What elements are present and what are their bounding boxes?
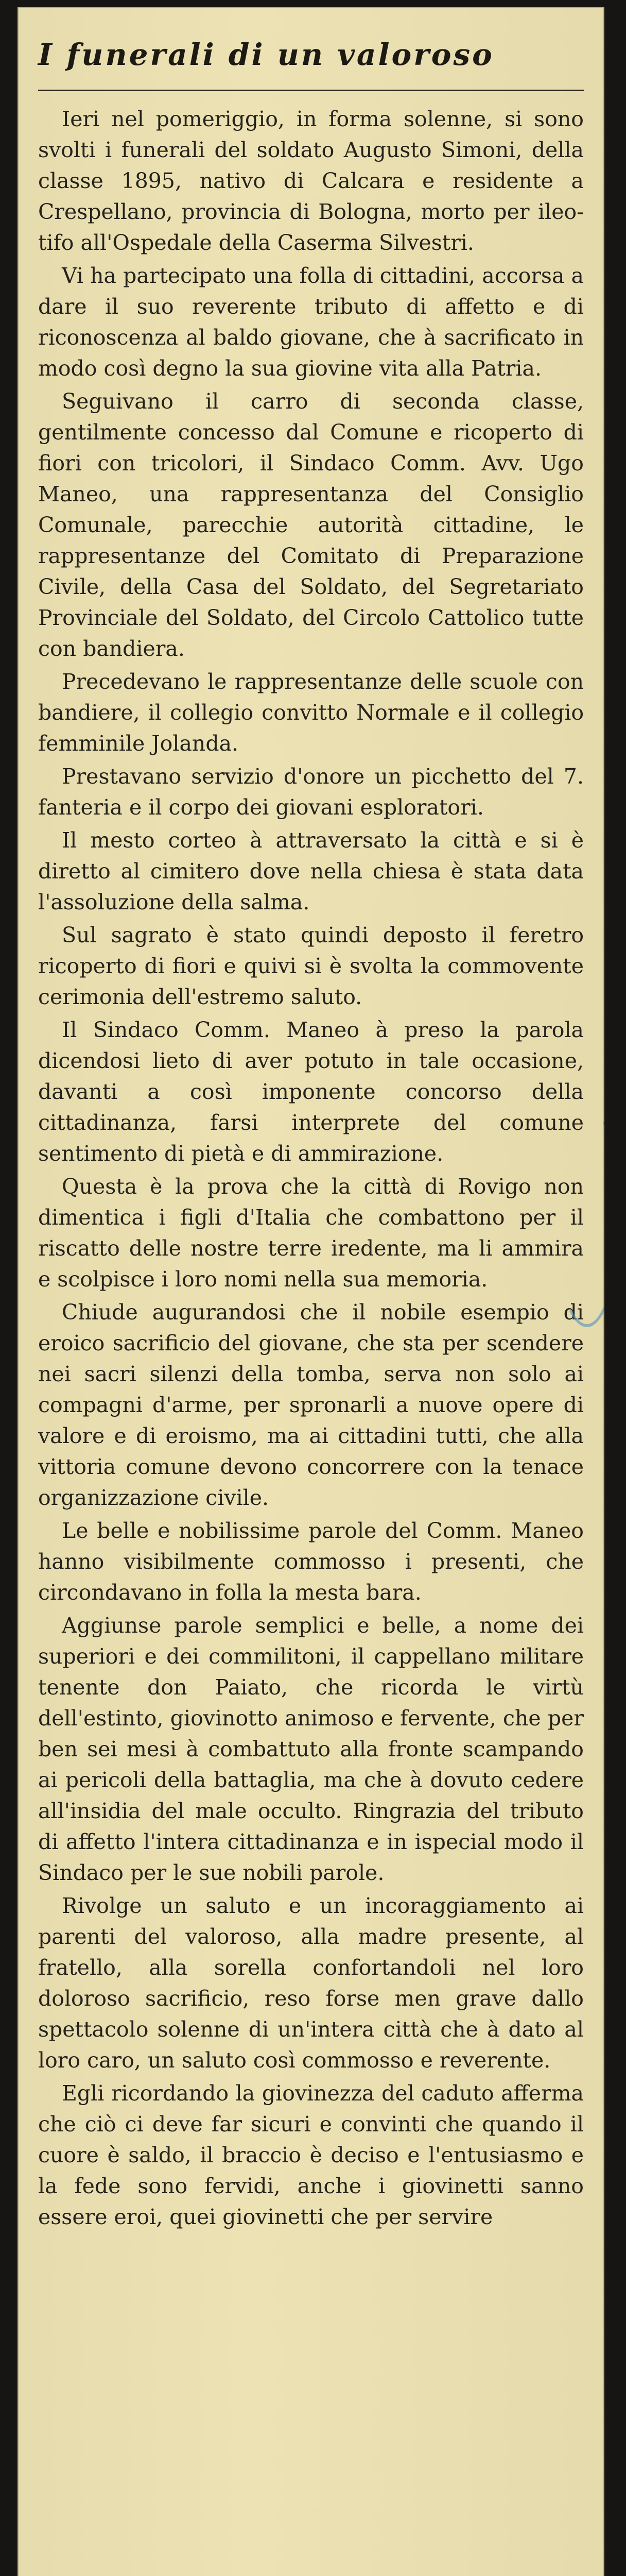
article-body xyxy=(38,104,584,2232)
article-paragraph: Questa è la prova che la città di Rovigo non dimentica i figli d'Italia che combattono per il riscatto delle nostre terre iredente, ma li ammira e scolpisce i loro nomi nella sua memoria. xyxy=(38,1174,584,1292)
article-paragraph: Le belle e nobilissime parole del Comm. Maneo hanno visibilmente commosso i presenti, che circondavano in folla la mesta bara. xyxy=(38,1518,584,1605)
headline-rule xyxy=(38,90,584,91)
article-paragraph: Chiude augurandosi che il nobile esempio di eroico sacrificio del giovane, che sta per scendere nei sacri silenzi della tomba, serva non solo ai compagni d'arme, per spronarli a nuove opere di valore e di eroismo, ma ai cittadini tutti, che alla vittoria comune devono concorrere con la tenace organizzazione civile. xyxy=(38,1300,584,1510)
article-paragraph: Sul sagrato è stato quindi deposto il feretro ricoperto di fiori e quivi si è svolta la commovente cerimonia dell'estremo saluto. xyxy=(38,923,584,1009)
article-paragraph: Prestavano servizio d'onore un picchetto del 7. fanteria e il corpo dei giovani esploratori. xyxy=(38,764,584,820)
article-paragraph: Aggiunse parole semplici e belle, a nome dei superiori e dei commilitoni, il cappellano militare tenente don Paiato, che ricorda le virtù dell'estinto, giovinotto animoso e fervente, che per ben sei mesi à combattuto alla fronte scampando ai pericoli della battaglia, ma che à dovuto cedere all'insidia del male occulto. Ringrazia del tributo di affetto l'intera cittadinanza e in ispecial modo il Sindaco per le sue nobili parole. xyxy=(38,1613,584,1885)
article-paragraph: Vi ha partecipato una folla di cittadini, accorsa a dare il suo reverente tributo di affetto e di riconoscenza al baldo giovane, che à sacrificato in modo così degno la sua giovine vita alla Patria. xyxy=(38,263,584,381)
newspaper-clipping xyxy=(18,7,604,2576)
article-paragraph: Seguivano il carro di seconda classe, gentilmente concesso dal Comune e ricoperto di fiori con tricolori, il Sindaco Comm. Avv. Ugo Maneo, una rappresentanza del Consiglio Comunale, parecchie autorità cittadine, le rappresentanze del Comitato di Preparazione Civile, della Casa del Soldato, del Segretariato Provinciale del Soldato, del Circolo Cattolico tutte con bandiera. xyxy=(38,389,584,661)
article-paragraph: Ieri nel pomeriggio, in forma solenne, si sono svolti i funerali del soldato Augusto Simoni, della classe 1895, nativo di Calcara e residente a Crespellano, provincia di Bologna, morto per ileo-tifo all'Ospedale della Caserma Silvestri. xyxy=(38,107,584,255)
article-paragraph: Rivolge un saluto e un incoraggiamento ai parenti del valoroso, alla madre presente, al fratello, alla sorella confortandoli nel loro doloroso sacrificio, reso forse men grave dallo spettacolo solenne di un'intera città che à dato al loro caro, un saluto così commosso e reverente. xyxy=(38,1893,584,2073)
article-headline: I funerali di un valoroso xyxy=(38,37,494,72)
article-paragraph: Il mesto corteo à attraversato la città e si è diretto al cimitero dove nella chiesa è stata data l'assoluzione della salma. xyxy=(38,828,584,914)
article-paragraph: Il Sindaco Comm. Maneo à preso la parola dicendosi lieto di aver potuto in tale occasione, davanti a così imponente concorso della cittadinanza, farsi interprete del comune sentimento di pietà e di ammirazione. xyxy=(38,1018,584,1166)
article-paragraph: Egli ricordando la giovinezza del caduto afferma che ciò ci deve far sicuri e convinti che quando il cuore è saldo, il braccio è deciso e l'entusiasmo e la fede sono fervidi, anche i giovinetti sanno essere eroi, quei giovinetti che per servire xyxy=(38,2081,584,2229)
article-paragraph: Precedevano le rappresentanze delle scuole con bandiere, il collegio convitto Normale e il collegio femminile Jolanda. xyxy=(38,669,584,756)
